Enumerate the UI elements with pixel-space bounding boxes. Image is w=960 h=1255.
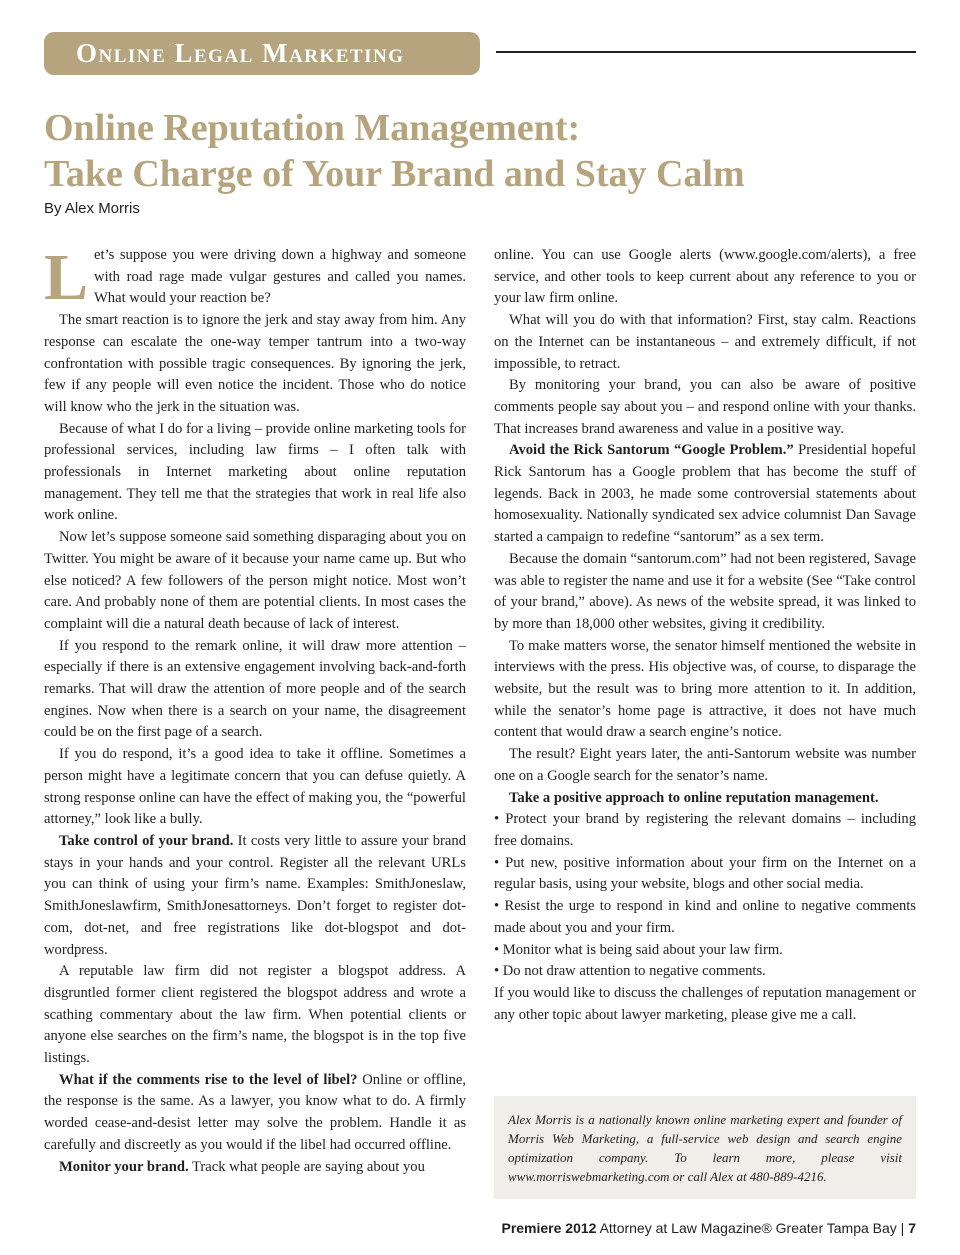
paragraph-text: Online or offline, the response is the same. As a lawyer, you know what to do. A firmly worded cease-and-desist letter may solve the problem. Handle it as carefully and discreetly as you would if the libel had occurred offline.: [44, 1071, 466, 1153]
article-title: [44, 105, 924, 197]
paragraph: [44, 831, 466, 961]
subhead-santorum: Avoid the Rick Santorum “Google Problem.”: [509, 442, 794, 459]
header-rule: [496, 51, 916, 53]
page-footer: [501, 1220, 916, 1236]
dropcap: L: [44, 241, 89, 314]
paragraph: Because of what I do for a living – provide online marketing tools for professional services, including law firms – I often talk with professionals in Internet marketing about online reputation management. They tell me that the strategies that work in real life also work online.: [44, 420, 466, 524]
subhead-take-control: Take control of your brand.: [59, 832, 234, 849]
paragraph-intro-text: et’s suppose you were driving down a highway and someone with road rage made vulgar gestures and called you names. What would your reaction be?: [94, 247, 466, 307]
paragraph-intro: [44, 241, 466, 314]
footer-issue: Premiere 2012: [501, 1220, 597, 1236]
paragraph: What will you do with that information? First, stay calm. Reactions on the Internet can be instantaneous – and extremely difficult, if not impossible, to retract.: [494, 312, 916, 372]
paragraph-text: Presidential hopeful Rick Santorum has a Google problem that has become the stuff of legends. Back in 2003, he made some controversial statements about homosexuality. Nationally syndicated sex advice columnist Dan Savage started a campaign to redefine “santorum” as a sex term.: [494, 442, 916, 546]
paragraph: [44, 1070, 466, 1157]
paragraph-text: Track what people are saying about you: [188, 1158, 425, 1175]
paragraph: [494, 440, 916, 549]
paragraph: A reputable law firm did not register a blogspot address. A disgruntled former client registered the blogspot address and wrote a scathing commentary about the law firm. When potential clients or anyone else searches on the firm’s name, the blogspot is in the top five listings.: [44, 963, 466, 1067]
paragraph: If you respond to the remark online, it will draw more attention – especially if there is an extensive engagement involving back-and-forth remarks. That will draw the attention of more people and of the search engines. Now when there is a search on your name, the disagreement could be on the first page of a search.: [44, 637, 466, 741]
byline: By Alex Morris: [44, 200, 140, 217]
bullet-item: • Protect your brand by registering the relevant domains – including free domains.: [494, 811, 916, 849]
title-line-2: Take Charge of Your Brand and Stay Calm: [44, 153, 745, 195]
title-line-1: Online Reputation Management:: [44, 107, 581, 149]
paragraph-text: It costs very little to assure your brand stays in your hands and your control. Register all the relevant URLs you can think of using your firm’s name. Examples: SmithJoneslaw, SmithJoneslawfirm, SmithJonesattorneys. Don’t forget to register dot-com, dot-net, and free registrations like dot-blogspot and dot-wordpress.: [44, 832, 466, 958]
subhead-libel: What if the comments rise to the level of libel?: [59, 1071, 358, 1088]
paragraph: If you do respond, it’s a good idea to take it offline. Sometimes a person might have a legitimate concern that you can defuse quietly. A strong response online can have the effect of making you, the “powerful attorney,” look like a bully.: [44, 746, 466, 828]
paragraph: To make matters worse, the senator himself mentioned the website in interviews with the press. His objective was, of course, to disparage the website, but the result was to bring more attention to it. In addition, while the senator’s home page is attractive, it does not have much content that would draw a search engine’s notice.: [494, 637, 916, 741]
paragraph: online. You can use Google alerts (www.google.com/alerts), a free service, and other tools to keep current about any reference to you or your law firm online.: [494, 247, 916, 307]
bullet-item: • Monitor what is being said about your law firm.: [494, 941, 783, 958]
page-number: 7: [908, 1220, 916, 1236]
paragraph: Now let’s suppose someone said something disparaging about you on Twitter. You might be aware of it because your name came up. But who else noticed? A few followers of the person might notice. Most won’t care. And probably none of them are potential clients. In most cases the complaint will die a natural death because of lack of interest.: [44, 529, 466, 632]
bullet-item: • Do not draw attention to negative comments.: [494, 963, 766, 980]
author-bio-box: Alex Morris is a nationally known online marketing expert and founder of Morris Web Marketing, a full-service web design and search engine optimization company. To learn more, please visit www.morriswebmarketing.com or call Alex at 480-889-4216.: [494, 1096, 916, 1199]
right-column: [494, 245, 916, 1026]
paragraph: The smart reaction is to ignore the jerk and stay away from him. Any response can escalate the one-way temper tantrum into a two-way confrontation with possible tragic consequences. By ignoring the jerk, few if any people will even notice the incident. Those who do notice will know who the jerk in the situation was.: [44, 312, 466, 415]
subhead-positive-approach: Take a positive approach to online reputation management.: [509, 789, 879, 806]
paragraph: [494, 788, 916, 810]
closing-paragraph: If you would like to discuss the challenges of reputation management or any other topic about lawyer marketing, please give me a call.: [494, 984, 916, 1023]
subhead-monitor: Monitor your brand.: [59, 1158, 189, 1175]
paragraph: [44, 1157, 466, 1179]
footer-magazine: Attorney at Law Magazine® Greater Tampa Bay |: [596, 1220, 909, 1236]
section-label: Online Legal Marketing: [44, 32, 480, 75]
paragraph: The result? Eight years later, the anti-Santorum website was number one on a Google search for the senator’s name.: [494, 746, 916, 784]
paragraph: By monitoring your brand, you can also be aware of positive comments people say about you – and respond online with your thanks. That increases brand awareness and value in a positive way.: [494, 377, 916, 437]
paragraph: Because the domain “santorum.com” had not been registered, Savage was able to register the name and use it for a website (See “Take control of your brand,” above). As news of the website spread, it was linked to by more than 18,000 other websites, giving it credibility.: [494, 550, 916, 632]
left-column: [44, 241, 466, 1178]
bullet-item: • Resist the urge to respond in kind and online to negative comments made about you and your firm.: [494, 898, 916, 936]
bullet-item: • Put new, positive information about your firm on the Internet on a regular basis, using your website, blogs and other social media.: [494, 854, 916, 893]
